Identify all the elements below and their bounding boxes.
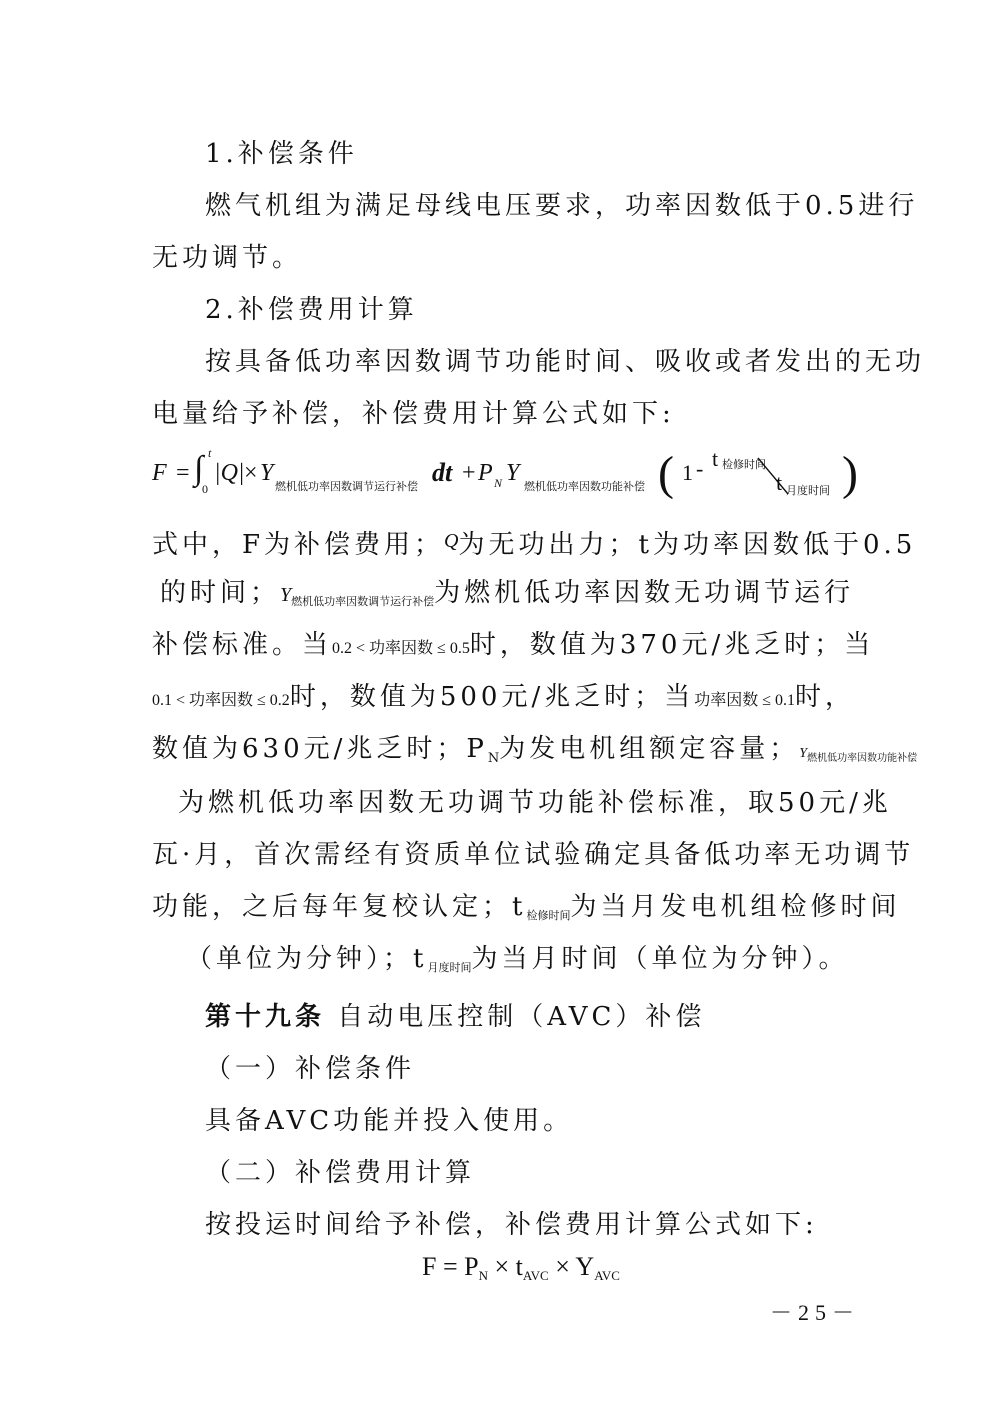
formula-symbol: t [712, 446, 719, 471]
text: 为燃机低功率因数无功调节功能补偿标准，取50元/兆 [178, 788, 892, 818]
text: （一）补偿条件 [205, 1054, 416, 1084]
article-heading [205, 1000, 705, 1034]
formula-symbol: F [422, 1252, 437, 1281]
text: 为当月发电机组检修时间 [570, 892, 901, 922]
text: 为无功出力；t为功率因数低于0.5 [458, 530, 917, 560]
formula-subscript: N [478, 1268, 488, 1283]
formula-symbol: Y [506, 460, 520, 486]
formula-symbol: Y [260, 460, 274, 486]
formula-abs-q: |Q| [214, 460, 245, 486]
text: 为当月时间（单位为分钟）。 [471, 944, 849, 974]
left-paren: ( [658, 447, 674, 500]
formula-subscript: 燃机低功率因数功能补偿 [524, 480, 645, 493]
paragraph-line [152, 732, 917, 776]
text: 瓦·月，首次需经有资质单位试验确定具备低功率无功调节 [152, 840, 915, 870]
paragraph-line [205, 1208, 818, 1242]
integral-upper-limit: t [208, 446, 212, 460]
paragraph-line [152, 397, 675, 431]
paragraph-line [152, 524, 916, 562]
formula-operator: = [176, 460, 190, 486]
formula-subscript: AVC [522, 1268, 549, 1283]
formula-subscript: 燃机低功率因数调节运行补偿 [291, 595, 435, 608]
formula-operator: × [244, 460, 258, 486]
heading-text: 1.补偿条件 [205, 139, 358, 169]
formula-symbol: Q [444, 530, 459, 552]
avc-formula [422, 1252, 620, 1284]
paragraph-line [186, 942, 848, 985]
compensation-formula [150, 442, 870, 514]
formula-subscript: 检修时间 [722, 458, 766, 471]
range-expression: 0.2 < 功率因数 ≤ 0.5 [332, 640, 470, 657]
text: 为燃机低功率因数无功调节运行 [434, 578, 855, 608]
text: 无功调节。 [152, 243, 303, 273]
formula-operator: - [696, 456, 704, 481]
text: （二）补偿费用计算 [205, 1158, 476, 1188]
text: 式中，F为补偿费用； [152, 530, 445, 560]
formula-symbol: t [776, 470, 783, 495]
paragraph-line [205, 189, 918, 223]
text: 为发电机组额定容量； [499, 734, 800, 764]
paragraph-line [205, 1104, 573, 1138]
text: 燃气机组为满足母线电压要求，功率因数低于0.5进行 [205, 191, 919, 221]
formula-operator: × [555, 1252, 570, 1281]
subsection-heading [205, 1156, 475, 1190]
formula-operator: = [442, 1252, 458, 1281]
formula-symbol: Y [575, 1252, 595, 1281]
paragraph-line [152, 890, 900, 933]
paragraph-line [152, 628, 874, 666]
formula-subscript: 燃机低功率因数调节运行补偿 [275, 480, 418, 493]
page-number: －25－ [770, 1300, 861, 1325]
formula-subscript: N [494, 476, 503, 490]
formula-subscript: AVC [594, 1268, 620, 1283]
text: 按具备低功率因数调节功能时间、吸收或者发出的无功 [205, 347, 926, 377]
range-expression: 0.1 < 功率因数 ≤ 0.2 [152, 692, 290, 709]
text: 时，数值为500元/兆乏时；当 [289, 682, 695, 712]
formula-subscript: 月度时间 [786, 484, 830, 497]
formula-symbol: F [152, 460, 167, 486]
formula-symbol: Y [799, 746, 808, 761]
paragraph-line [152, 241, 302, 275]
right-paren: ) [842, 447, 858, 500]
text: 具备AVC功能并投入使用。 [205, 1106, 574, 1136]
formula-subscript: N [487, 751, 500, 766]
text: 的时间； [160, 578, 281, 608]
formula-number: 1 [682, 460, 693, 485]
text: 数值为630元/兆乏时；P [152, 734, 488, 764]
fraction-slash [756, 456, 790, 496]
integral-sign: ∫ [194, 450, 204, 487]
formula-symbol: P [478, 460, 493, 486]
text: 时， [795, 682, 856, 712]
formula-operator: + [462, 460, 476, 486]
subsection-heading [205, 1052, 415, 1086]
text: 功能，之后每年复校认定；t [152, 892, 527, 922]
text: 补偿标准。当 [152, 630, 333, 660]
section-heading [205, 137, 358, 171]
text: （单位为分钟）；t [186, 944, 428, 974]
formula-symbol: t [515, 1252, 523, 1281]
formula-differential: dt [432, 458, 453, 487]
integral-lower-limit: 0 [202, 482, 208, 496]
paragraph-line [178, 786, 892, 820]
paragraph-line [152, 680, 855, 718]
formula-subscript: 月度时间 [427, 961, 472, 974]
formula-operator: × [494, 1252, 510, 1281]
formula-subscript: 燃机低功率因数功能补偿 [807, 753, 918, 764]
text: 时，数值为370元/兆乏时；当 [469, 630, 875, 660]
formula-symbol: P [464, 1252, 479, 1281]
article-title: 自动电压控制（AVC）补偿 [337, 1002, 706, 1032]
text: 按投运时间给予补偿，补偿费用计算公式如下: [205, 1210, 818, 1240]
paragraph-line [205, 345, 925, 379]
heading-text: 2.补偿费用计算 [205, 295, 418, 325]
text: 电量给予补偿，补偿费用计算公式如下: [152, 399, 675, 429]
paragraph-line [160, 576, 854, 619]
paragraph-line [152, 838, 914, 872]
range-expression: 功率因数 ≤ 0.1 [694, 692, 795, 709]
formula-subscript: 检修时间 [526, 909, 571, 922]
formula-symbol: Y [280, 584, 292, 606]
section-heading [205, 293, 418, 327]
article-label: 第十九条 [205, 1002, 326, 1032]
